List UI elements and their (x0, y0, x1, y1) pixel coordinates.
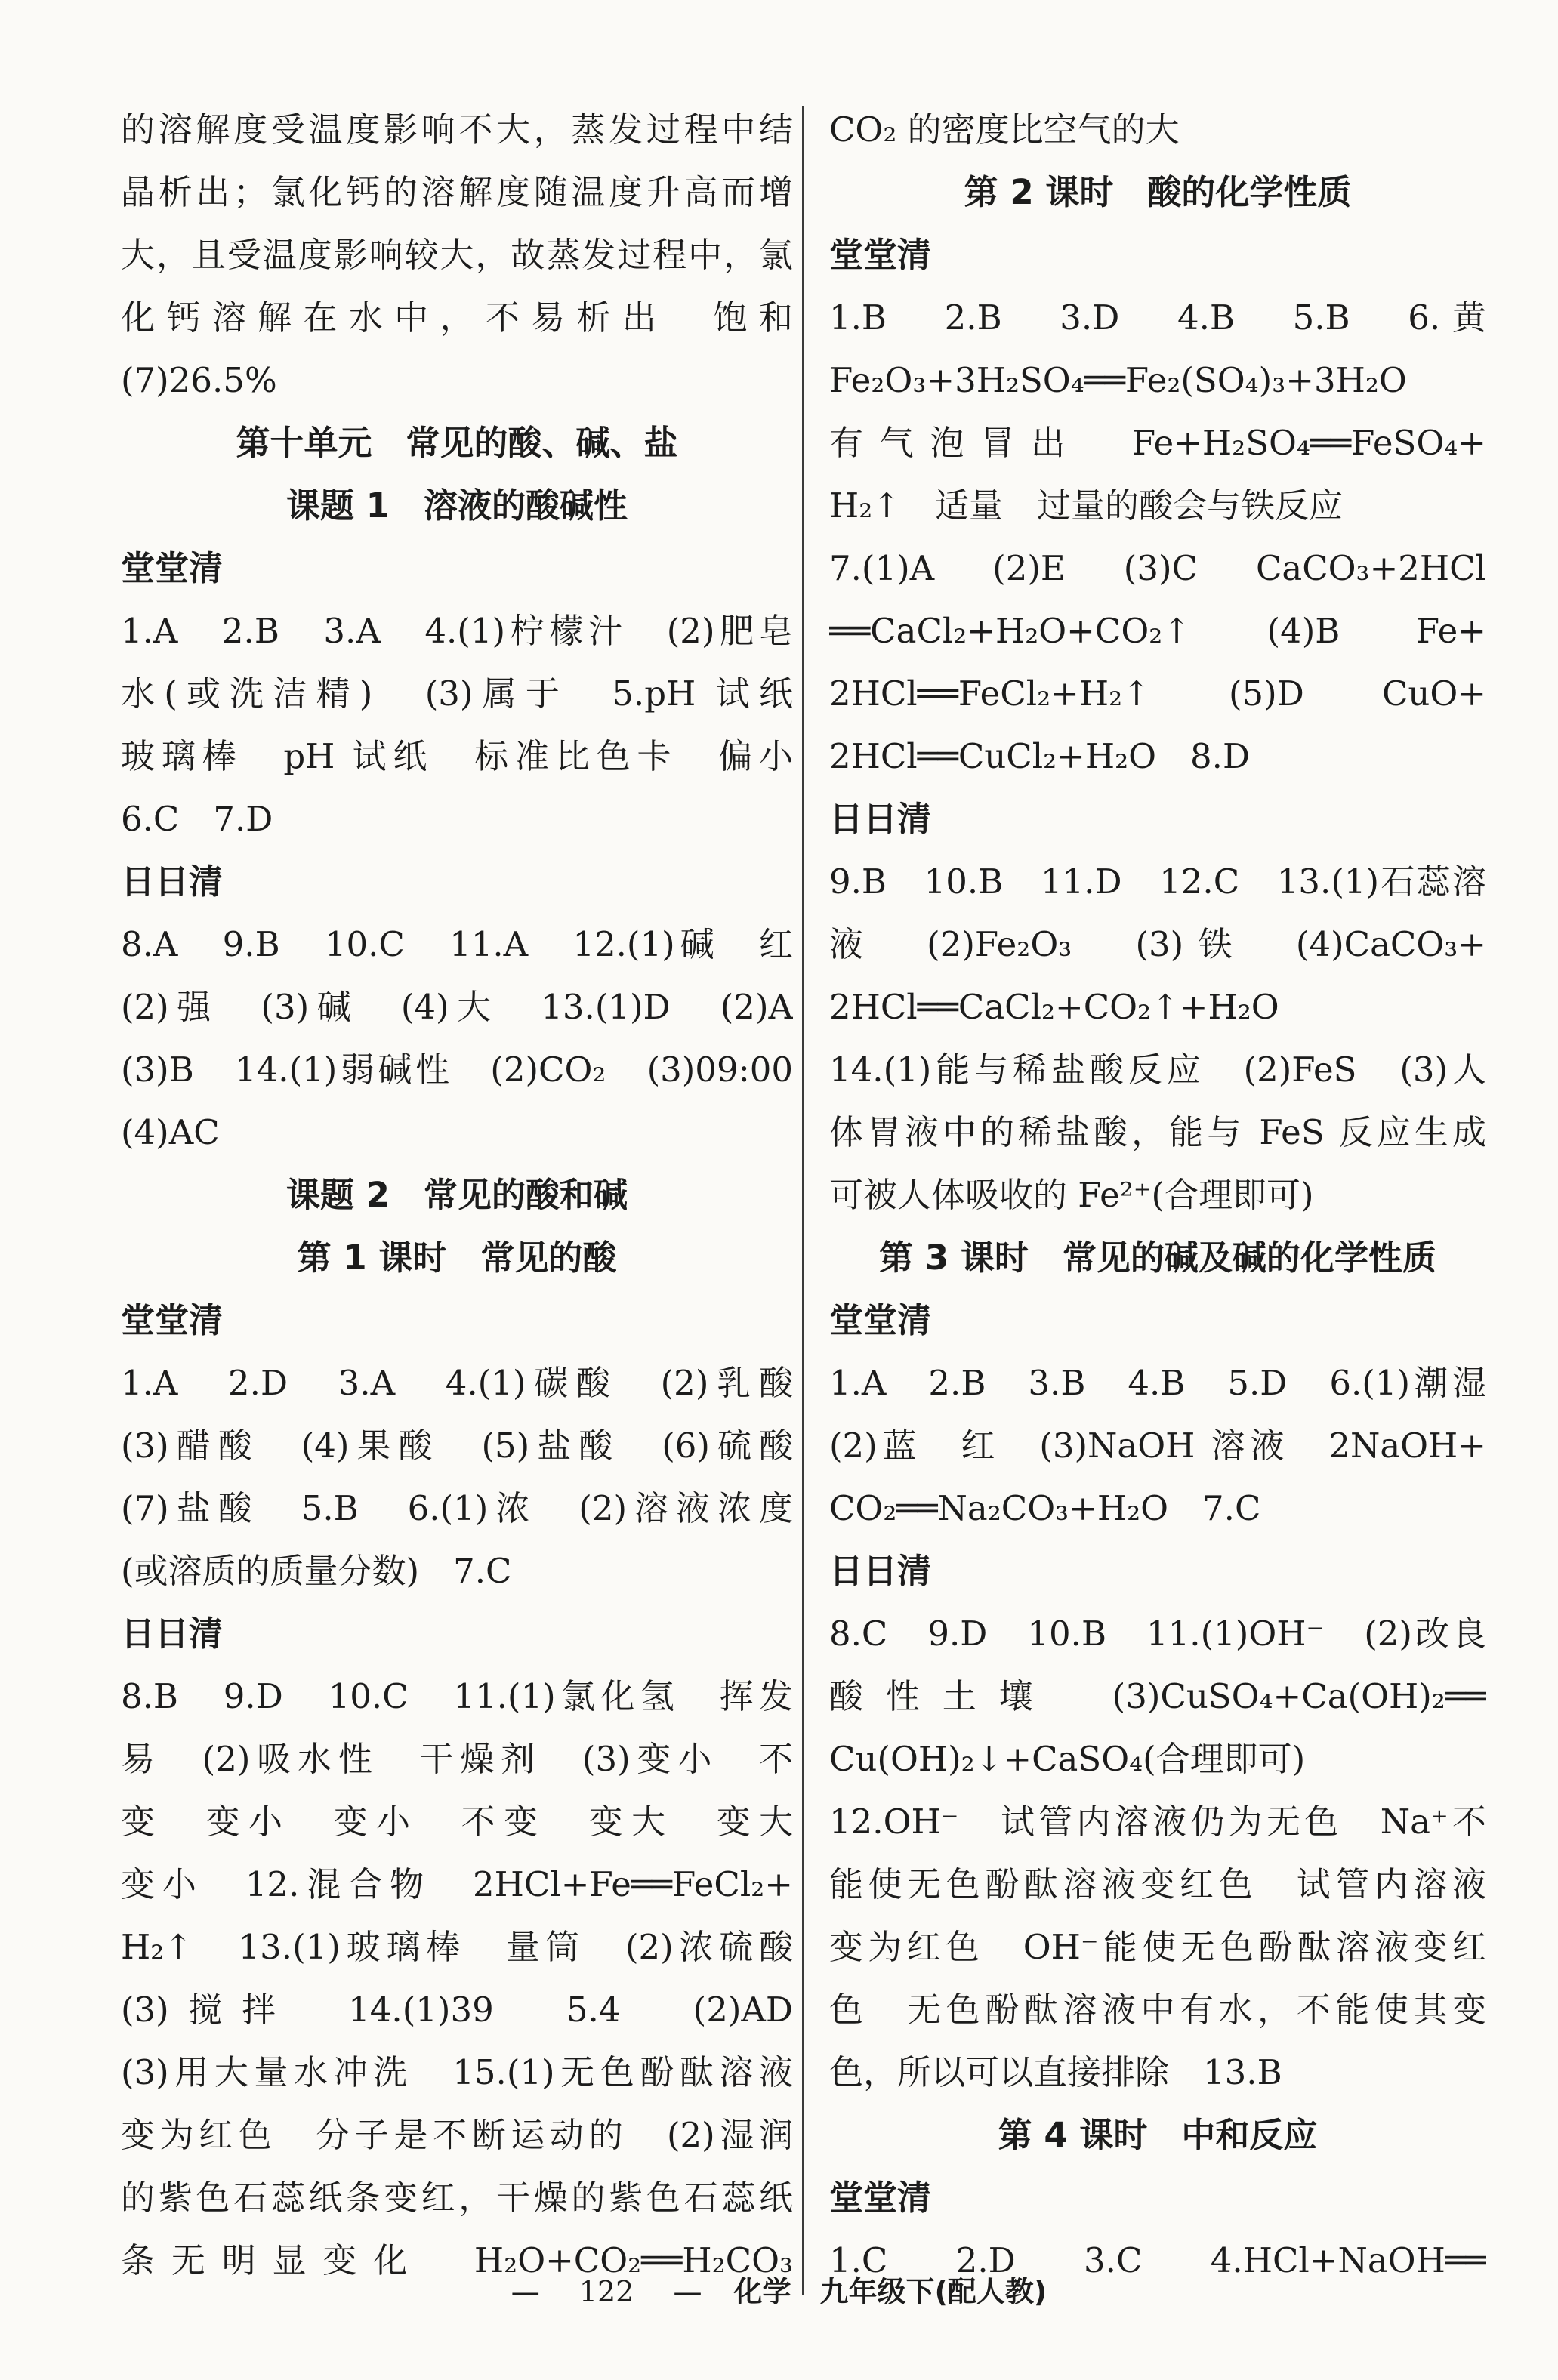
answer-line: (3)醋酸 (4)果酸 (5)盐酸 (6)硫酸 (121, 1426, 793, 1466)
subsection-label: 日日清 (829, 799, 932, 839)
answer-line: 变 变小 变小 不变 变大 变大 (121, 1802, 793, 1842)
answer-line: H₂↑ 适量 过量的酸会与铁反应 (829, 486, 1343, 526)
answer-line: 1.B 2.B 3.D 4.B 5.B 6.黄 (829, 298, 1486, 338)
answer-line: 2HCl══CuCl₂+H₂O 8.D (829, 736, 1251, 776)
answer-line: 色，所以可以直接排除 13.B (829, 2052, 1282, 2092)
answer-line: (2)强 (3)碱 (4)大 13.(1)D (2)A (121, 987, 793, 1027)
answer-line: 变为红色 分子是不断运动的 (2)湿润 (121, 2115, 793, 2155)
answer-line: 易 (2)吸水性 干燥剂 (3)变小 不 (121, 1739, 793, 1779)
answer-line: 的溶解度受温度影响不大，蒸发过程中结 (121, 109, 793, 150)
answer-line: 能使无色酚酞溶液变红色 试管内溶液 (829, 1864, 1486, 1904)
answer-line: (3)搅拌 14.(1)39 5.4 (2)AD (121, 1990, 793, 2030)
subsection-label: 堂堂清 (829, 235, 932, 275)
answer-line: 8.C 9.D 10.B 11.(1)OH⁻ (2)改良 (829, 1614, 1486, 1654)
answer-line: 的紫色石蕊纸条变红，干燥的紫色石蕊纸 (121, 2178, 793, 2218)
answer-line: 7.(1)A (2)E (3)C CaCO₃+2HCl (829, 548, 1486, 588)
answer-line: CO₂══Na₂CO₃+H₂O 7.C (829, 1488, 1261, 1528)
page-number: 122 (578, 2275, 634, 2308)
answer-line: (2)蓝 红 (3)NaOH 溶液 2NaOH+ (829, 1426, 1486, 1466)
answer-line: 1.A 2.B 3.A 4.(1)柠檬汁 (2)肥皂 (121, 611, 793, 651)
answer-line: (4)AC (121, 1112, 220, 1152)
answer-line: 8.B 9.D 10.C 11.(1)氯化氢 挥发 (121, 1676, 793, 1716)
answer-line: 1.A 2.B 3.B 4.B 5.D 6.(1)潮湿 (829, 1363, 1486, 1403)
book-info: 化学 九年级下(配人教) (733, 2275, 1047, 2308)
right-column (829, 98, 1486, 2292)
answer-line: 2HCl══CaCl₂+CO₂↑+H₂O (829, 987, 1279, 1027)
answer-line: 9.B 10.B 11.D 12.C 13.(1)石蕊溶 (829, 862, 1486, 902)
answer-line: 变小 12.混合物 2HCl+Fe══FeCl₂+ (121, 1864, 793, 1904)
answer-line: (7)盐酸 5.B 6.(1)浓 (2)溶液浓度 (121, 1488, 793, 1528)
answer-line: H₂↑ 13.(1)玻璃棒 量筒 (2)浓硫酸 (121, 1927, 793, 1967)
answer-line: 液 (2)Fe₂O₃ (3)铁 (4)CaCO₃+ (829, 924, 1486, 964)
answer-line: 可被人体吸收的 Fe²⁺(合理即可) (829, 1175, 1314, 1215)
answer-line: 6.C 7.D (121, 799, 273, 839)
answer-line: 变为红色 OH⁻能使无色酚酞溶液变红 (829, 1927, 1486, 1967)
subsection-label: 堂堂清 (829, 1300, 932, 1340)
answer-line: 条无明显变化 H₂O+CO₂══H₂CO₃ (121, 2240, 793, 2280)
footer-dash-left: — (511, 2275, 540, 2308)
section-heading: 第 4 课时 中和反应 (998, 2115, 1318, 2155)
subsection-label: 堂堂清 (121, 1300, 224, 1340)
section-heading: 第 3 课时 常见的碱及碱的化学性质 (879, 1238, 1436, 1278)
subsection-label: 日日清 (829, 1551, 932, 1591)
answer-line: 化钙溶解在水中，不易析出 饱和 (121, 298, 793, 338)
answer-line: (3)用大量水冲洗 15.(1)无色酚酞溶液 (121, 2052, 793, 2092)
answer-line: 1.A 2.D 3.A 4.(1)碳酸 (2)乳酸 (121, 1363, 793, 1403)
answer-line: 有气泡冒出 Fe+H₂SO₄══FeSO₄+ (829, 423, 1486, 463)
answer-line: 12.OH⁻ 试管内溶液仍为无色 Na⁺不 (829, 1802, 1486, 1842)
subsection-label: 堂堂清 (121, 548, 224, 588)
answer-line: 色 无色酚酞溶液中有水，不能使其变 (829, 1990, 1486, 2030)
page-footer (0, 2269, 1558, 2314)
subsection-label: 日日清 (121, 1614, 224, 1654)
section-heading: 第 1 课时 常见的酸 (297, 1238, 617, 1278)
answer-line: 玻璃棒 pH 试纸 标准比色卡 偏小 (121, 736, 793, 776)
answer-line: 2HCl══FeCl₂+H₂↑ (5)D CuO+ (829, 674, 1486, 714)
answer-line: ══CaCl₂+H₂O+CO₂↑ (4)B Fe+ (829, 611, 1486, 651)
answer-line: 8.A 9.B 10.C 11.A 12.(1)碱 红 (121, 924, 793, 964)
answer-line: (7)26.5% (121, 360, 277, 400)
answer-line: (或溶质的质量分数) 7.C (121, 1551, 512, 1591)
section-heading: 第十单元 常见的酸、碱、盐 (236, 423, 678, 463)
answer-line: 水(或洗洁精) (3)属于 5.pH 试纸 (121, 674, 793, 714)
answer-line: (3)B 14.(1)弱碱性 (2)CO₂ (3)09:00 (121, 1050, 793, 1090)
answer-line: Cu(OH)₂↓+CaSO₄(合理即可) (829, 1739, 1306, 1779)
subsection-label: 日日清 (121, 862, 224, 902)
answer-line: 晶析出；氯化钙的溶解度随温度升高而增 (121, 172, 793, 212)
column-divider (802, 106, 804, 2295)
answer-line: Fe₂O₃+3H₂SO₄══Fe₂(SO₄)₃+3H₂O (829, 360, 1407, 400)
left-column (121, 98, 793, 2292)
answer-line: 体胃液中的稀盐酸，能与 FeS 反应生成 (829, 1112, 1486, 1152)
footer-dash-right: — (673, 2275, 702, 2308)
answer-line: 1.C 2.D 3.C 4.HCl+NaOH══ (829, 2240, 1486, 2280)
answer-line: 大，且受温度影响较大，故蒸发过程中，氯 (121, 235, 793, 275)
subsection-label: 堂堂清 (829, 2178, 932, 2218)
section-heading: 第 2 课时 酸的化学性质 (964, 172, 1352, 212)
answer-line: 14.(1)能与稀盐酸反应 (2)FeS (3)人 (829, 1050, 1486, 1090)
section-heading: 课题 2 常见的酸和碱 (286, 1175, 628, 1215)
answer-line: CO₂ 的密度比空气的大 (829, 109, 1180, 150)
section-heading: 课题 1 溶液的酸碱性 (286, 486, 628, 526)
answer-line: 酸性土壤 (3)CuSO₄+Ca(OH)₂══ (829, 1676, 1486, 1716)
